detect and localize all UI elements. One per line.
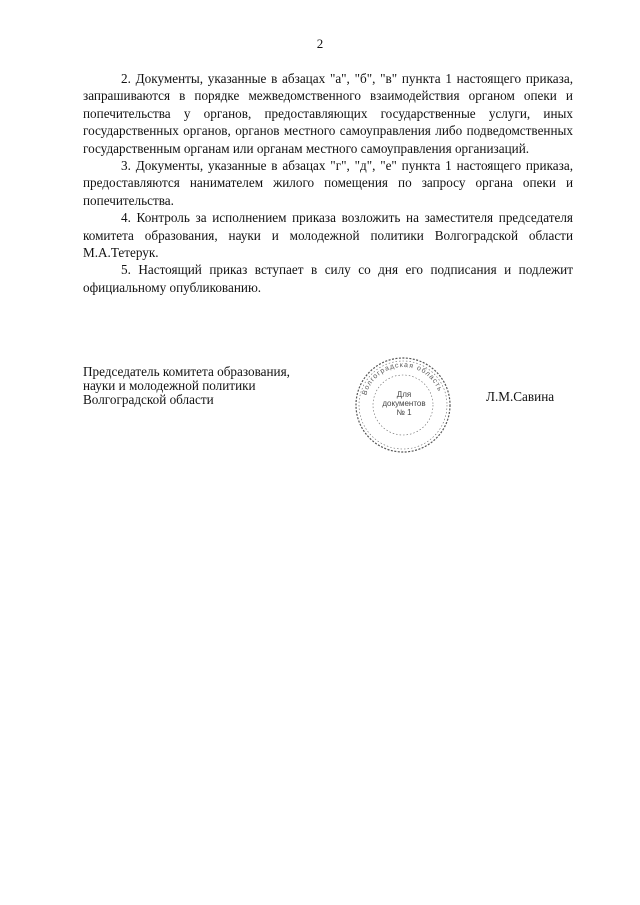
paragraph-5: 5. Настоящий приказ вступает в силу со дня его подписания и подлежит официальному опубликованию. <box>83 262 573 295</box>
signatory-title-line: Председатель комитета образования, <box>83 364 290 379</box>
seal-ring-text: Волгоградская область <box>361 361 444 397</box>
page-number: 2 <box>316 36 324 51</box>
paragraph-3: 3. Документы, указанные в абзацах "г", "д", "е" пункта 1 настоящего приказа, предоставляются нанимателем жилого помещения по запросу органа опеки и попечительства. <box>83 158 573 208</box>
signatory-title <box>83 365 290 407</box>
seal-inner-line: Для <box>396 390 412 399</box>
paragraph-2: 2. Документы, указанные в абзацах "а", "б", "в" пункта 1 настоящего приказа, запрашиваются в порядке межведомственного взаимодействия органом опеки и попечительства у органов, предоставляющих государственные услуги, иных государственных органов, органов местного самоуправления либо подведомственных государственным органам или органам местного самоуправления организаций. <box>83 71 573 156</box>
seal-inner-line: документов <box>382 399 426 408</box>
signatory-title-line: науки и молодежной политики <box>83 378 256 393</box>
paragraph-4: 4. Контроль за исполнением приказа возложить на заместителя председателя комитета образования, науки и молодежной политики Волгоградской области М.А.Тетерук. <box>83 210 573 261</box>
signatory-title-line: Волгоградской области <box>83 392 214 407</box>
order-body-text <box>83 70 573 296</box>
official-seal <box>353 355 453 455</box>
signer-name: Л.М.Савина <box>486 389 555 404</box>
seal-inner-line: № 1 <box>396 408 412 417</box>
seal-inner-text <box>375 390 433 417</box>
